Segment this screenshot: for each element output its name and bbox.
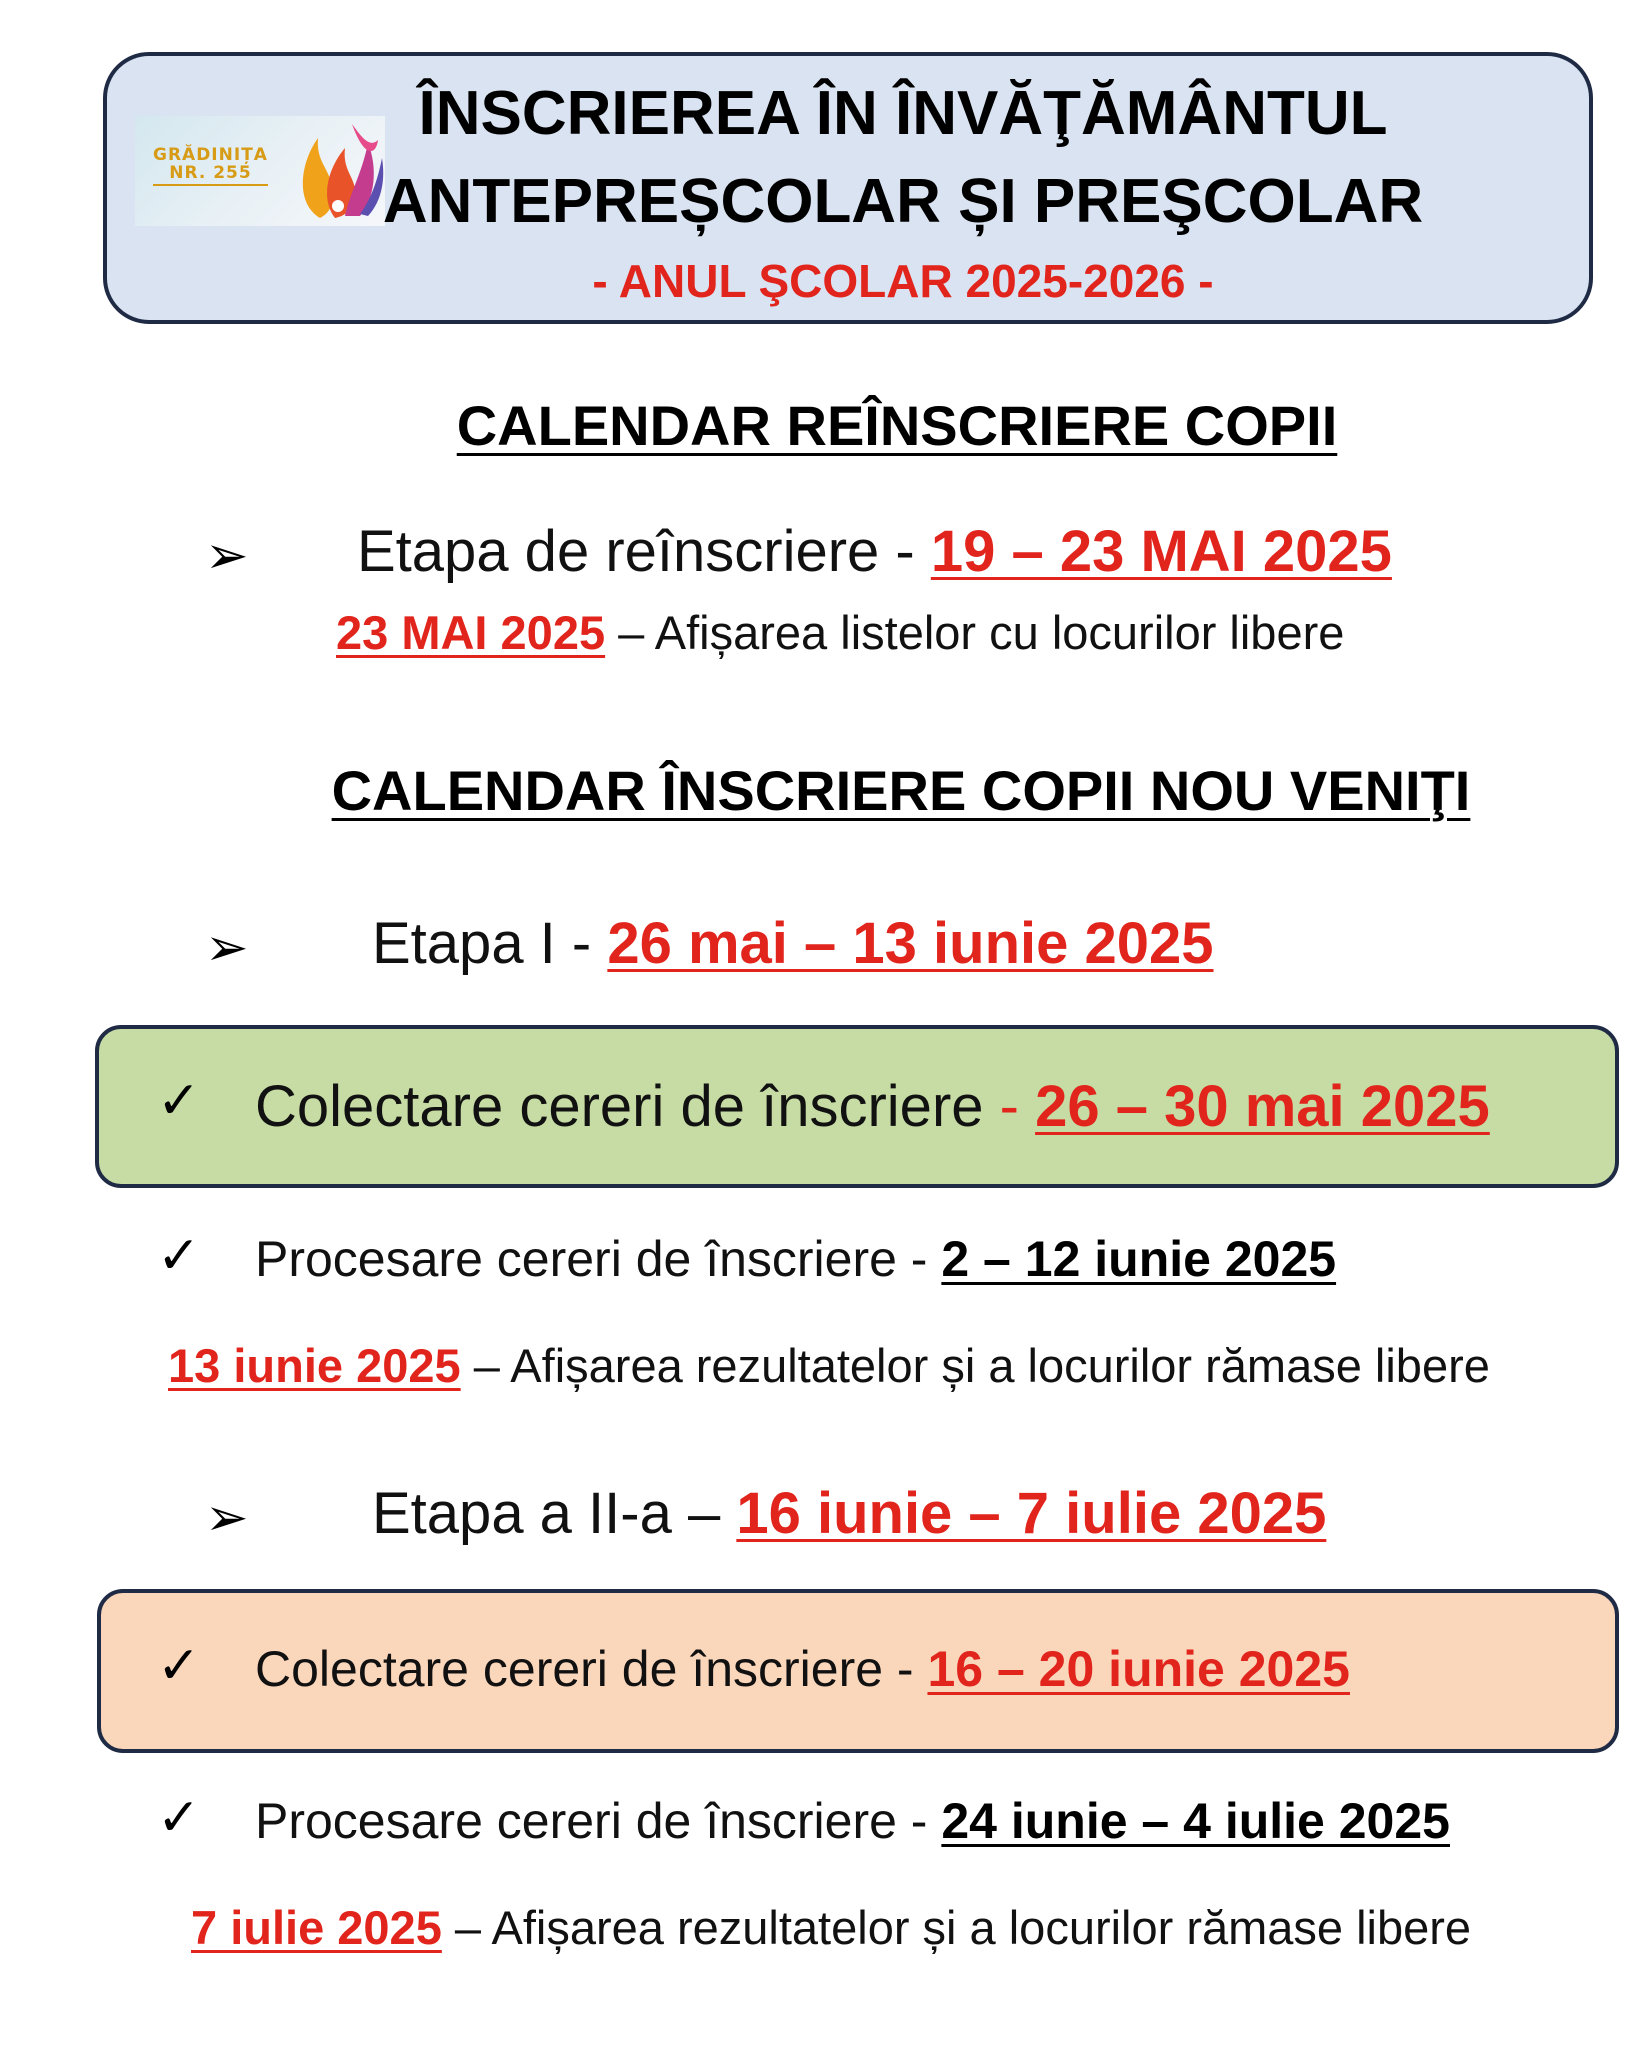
- header-title-line1: ÎNSCRIEREA ÎN ÎNVĂŢĂMÂNTUL: [418, 79, 1388, 148]
- logo-line2: NR. 255: [169, 163, 252, 183]
- logo-line1: GRĂDINIȚA: [153, 145, 268, 165]
- etapa2-colectare-row: [255, 1640, 1350, 1698]
- etapa1-procesare-row: [255, 1230, 1336, 1288]
- etapa1-colectare-dates: 26 – 30 mai 2025: [1035, 1074, 1490, 1139]
- arrow-bullet-icon: ➢: [205, 1489, 249, 1547]
- reinscriere-etapa-row: [357, 518, 1392, 585]
- etapa1-afisare-row: [168, 1338, 1490, 1393]
- inscriere-section-title: CALENDAR ÎNSCRIERE COPII NOU VENIŢI: [331, 759, 1471, 822]
- etapa2-afisare-date: 7 iulie 2025: [191, 1901, 442, 1954]
- etapa2-afisare-row: [191, 1900, 1471, 1955]
- reinscriere-afisare-row: [336, 605, 1344, 660]
- arrow-bullet-icon: ➢: [205, 919, 249, 977]
- check-icon: ✓: [157, 1636, 201, 1696]
- etapa2-colectare-label: Colectare cereri de înscriere -: [255, 1641, 928, 1697]
- etapa1-colectare-row: [255, 1073, 1490, 1140]
- check-icon: ✓: [157, 1788, 201, 1848]
- reinscriere-etapa-dates: 19 – 23 MAI 2025: [930, 519, 1392, 584]
- reinscriere-etapa-label: Etapa de reînscriere -: [357, 519, 931, 584]
- arrow-bullet-icon: ➢: [205, 527, 249, 585]
- etapa1-label: Etapa I -: [372, 911, 608, 976]
- reinscriere-afisare-text: – Afișarea listelor cu locurilor libere: [605, 606, 1345, 659]
- header-subtitle: - ANUL ŞCOLAR 2025-2026 -: [592, 255, 1214, 307]
- header-title-line2: ANTEPREȘCOLAR ȘI PREŞCOLAR: [382, 167, 1424, 236]
- etapa1-row: [372, 910, 1214, 977]
- etapa1-afisare-text: – Afișarea rezultatelor și a locurilor rămase libere: [460, 1339, 1490, 1392]
- check-icon: ✓: [157, 1071, 201, 1131]
- reinscriere-section-title: CALENDAR REÎNSCRIERE COPII: [456, 394, 1338, 457]
- etapa2-colectare-dates: 16 – 20 iunie 2025: [927, 1641, 1350, 1697]
- etapa1-colectare-dash: -: [999, 1074, 1036, 1139]
- etapa1-procesare-label: Procesare cereri de înscriere -: [255, 1231, 942, 1287]
- etapa1-afisare-date: 13 iunie 2025: [168, 1339, 461, 1392]
- etapa1-dates: 26 mai – 13 iunie 2025: [607, 911, 1214, 976]
- reinscriere-afisare-date: 23 MAI 2025: [336, 606, 606, 659]
- header-box: [103, 52, 1593, 324]
- etapa2-label: Etapa a II-a –: [372, 1481, 737, 1546]
- etapa2-row: [372, 1480, 1326, 1547]
- etapa2-procesare-row: [255, 1792, 1450, 1850]
- etapa2-dates: 16 iunie – 7 iulie 2025: [736, 1481, 1327, 1546]
- etapa1-colectare-label: Colectare cereri de înscriere: [255, 1074, 1000, 1139]
- check-icon: ✓: [157, 1226, 201, 1286]
- etapa1-procesare-dates: 2 – 12 iunie 2025: [941, 1231, 1337, 1287]
- etapa2-procesare-dates: 24 iunie – 4 iulie 2025: [941, 1793, 1450, 1849]
- etapa2-afisare-text: – Afișarea rezultatelor și a locurilor rămase libere: [441, 1901, 1472, 1954]
- etapa2-procesare-label: Procesare cereri de înscriere -: [255, 1793, 942, 1849]
